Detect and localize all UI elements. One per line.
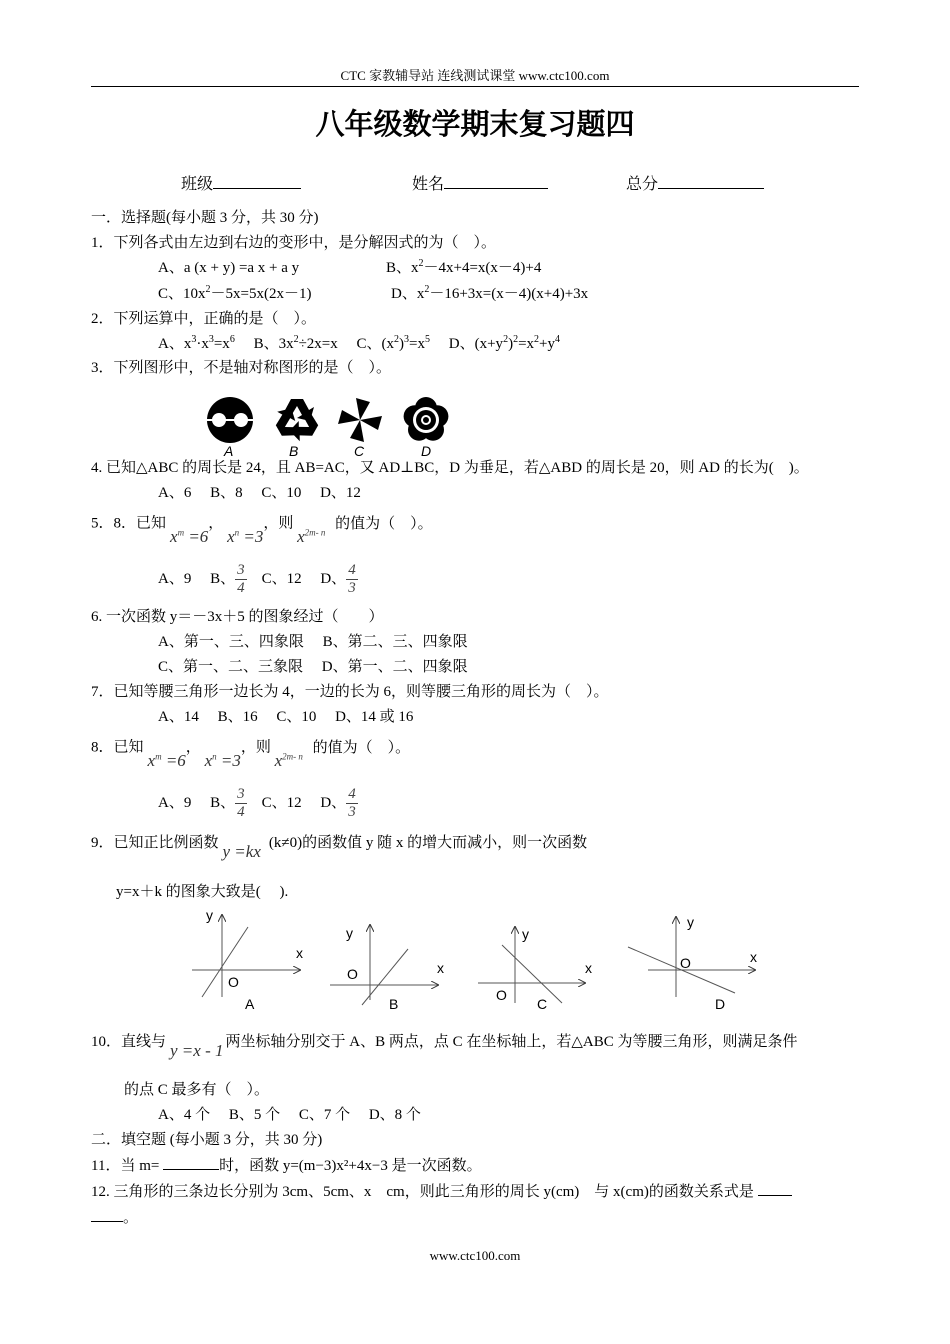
graph-a-origin-label: O bbox=[228, 974, 239, 990]
q6-options-cd: C、第一、二、三象限 D、第一、二、四象限 bbox=[158, 659, 468, 675]
q12-line2: 。 bbox=[91, 1207, 138, 1228]
q9-line2: y=x＋k 的图象大致是( ). bbox=[116, 884, 289, 900]
class-label: 班级 bbox=[181, 176, 214, 193]
q9-formula: y =kx bbox=[222, 842, 261, 861]
name-field bbox=[412, 174, 548, 195]
total-label: 总分 bbox=[626, 176, 659, 193]
graph-d-x-label: x bbox=[750, 949, 757, 965]
header-rule bbox=[91, 86, 859, 87]
class-field bbox=[181, 174, 301, 195]
q10-options: A、4 个 B、5 个 C、7 个 D、8 个 bbox=[158, 1107, 421, 1123]
q1-option-d: D、$x^2-16+3x=(x-4)(x+4)+3x$ bbox=[391, 284, 589, 302]
section-1-heading: 一．选择题(每小题 3 分，共 30 分) bbox=[91, 210, 319, 226]
graph-b-x-label: x bbox=[437, 960, 444, 976]
page-footer: www.ctc100.com bbox=[429, 1248, 521, 1263]
figure-label-b: B bbox=[289, 443, 299, 459]
q10-formula: y =x - 1 bbox=[170, 1041, 224, 1060]
graph-c-y-label: y bbox=[522, 926, 529, 942]
q7-stem: 7．已知等腰三角形一边长为 4，一边的长为 6，则等腰三角形的周长为（ ）。 bbox=[91, 684, 609, 700]
graph-a-y-label: y bbox=[206, 907, 213, 923]
q7-options: A、14 B、16 C、10 D、14 或 16 bbox=[158, 709, 414, 725]
q9-stem: 9．已知正比例函数 y =kx (k≠0)的函数值 y 随 x 的增大而减小，则一次函数 bbox=[91, 835, 588, 861]
figure-d-flower-icon bbox=[404, 397, 449, 441]
q5-options: A、9 B、 $\frac{3}{4}$ C、12 D、 $\frac{4}{3}$ bbox=[158, 562, 356, 597]
q9-graphs bbox=[180, 905, 780, 1017]
q3-stem: 3．下列图形中，不是轴对称图形的是（ ）。 bbox=[91, 360, 392, 376]
q8-fraction-d: $\frac{4}{3}$ bbox=[348, 786, 356, 821]
q5-stem: 5．8．已知$x^m =6$， $x^n =3$，则 $x^{2m- n}$ 的值为（ ）。 bbox=[91, 515, 433, 546]
q4-stem: 4. 已知△ABC 的周长是 24，且 AB=AC，又 AD⊥BC，D 为垂足，若△ABD 的周长是 20，则 AD 的长为( )。 bbox=[91, 460, 809, 476]
graph-a[interactable] bbox=[192, 907, 303, 1012]
page-header: CTC 家教辅导站 连线测试课堂 www.ctc100.com bbox=[340, 68, 610, 83]
q11-blank[interactable] bbox=[163, 1155, 219, 1170]
q1-stem: 1．下列各式由左边到右边的变形中，是分解因式的为（ ）。 bbox=[91, 235, 497, 251]
graph-a-x-label: x bbox=[296, 945, 303, 961]
q10-line2: 的点 C 最多有（ ）。 bbox=[124, 1082, 270, 1098]
q2-option-b: B、$3x^2\div 2x=x$ bbox=[253, 334, 338, 352]
graph-d-y-label: y bbox=[687, 914, 694, 930]
q11-stem: 11．当 m= 时，函数 y=(m−3)x²+4x−3 是一次函数。 bbox=[91, 1155, 482, 1176]
q1-option-b: B、$x^2-4x+4=x(x-4)+4$ bbox=[386, 258, 542, 276]
graph-d-origin-label: O bbox=[680, 955, 691, 971]
q4-options: A、6 B、8 C、10 D、12 bbox=[158, 485, 361, 501]
q5-fraction-b: $\frac{3}{4}$ bbox=[237, 562, 245, 597]
q2-option-c: C、$(x^2)^3=x^5$ bbox=[356, 334, 431, 352]
graph-d[interactable] bbox=[628, 914, 757, 1012]
q1-option-c: C、$10x^2-5x=5x(2x-1)$ bbox=[158, 284, 312, 302]
name-label: 姓名 bbox=[412, 176, 445, 193]
q12-stem: 12. 三角形的三条边长分别为 3cm、5cm、x cm，则此三角形的周长 y(cm) 与 x(cm)的函数关系式是 bbox=[91, 1181, 792, 1202]
graph-b[interactable] bbox=[330, 925, 444, 1012]
q6-stem: 6. 一次函数 y＝－3x＋5 的图象经过（ ） bbox=[91, 609, 384, 625]
q10-stem: 10．直线与 y =x - 1 两坐标轴分别交于 A、B 两点，点 C 在坐标轴上，若△ABC 为等腰三角形，则满足条件 bbox=[91, 1034, 798, 1060]
q12-blank-1[interactable] bbox=[758, 1181, 792, 1196]
figure-label-a: A bbox=[224, 443, 234, 459]
q12-blank-2[interactable] bbox=[91, 1207, 123, 1222]
graph-b-label: B bbox=[389, 996, 399, 1012]
q3-figures bbox=[196, 390, 466, 462]
total-blank[interactable] bbox=[658, 174, 764, 189]
q2-stem: 2．下列运算中，正确的是（ ）。 bbox=[91, 311, 317, 327]
q2-option-d: D、$(x+y^2)^2=x^2+y^4$ bbox=[448, 334, 560, 352]
class-blank[interactable] bbox=[213, 174, 301, 189]
figure-a-icon bbox=[207, 397, 253, 443]
section-2-heading: 二．填空题 (每小题 3 分，共 30 分) bbox=[91, 1132, 323, 1148]
q2-options bbox=[158, 334, 560, 354]
q1-option-a: A、a (x + y) =a x + a y bbox=[158, 260, 300, 276]
q6-options-ab: A、第一、三、四象限 B、第二、三、四象限 bbox=[158, 634, 468, 650]
name-blank[interactable] bbox=[444, 174, 548, 189]
graph-a-label: A bbox=[245, 996, 255, 1012]
graph-c-label: C bbox=[537, 996, 548, 1012]
q8-stem: 8．已知$x^m =6$， $x^n =3$，则 $x^{2m- n}$ 的值为（ ）。 bbox=[91, 739, 411, 770]
graph-b-y-label: y bbox=[346, 925, 353, 941]
graph-b-origin-label: O bbox=[347, 966, 358, 982]
q8-fraction-b: $\frac{3}{4}$ bbox=[237, 786, 245, 821]
figure-label-c: C bbox=[354, 443, 365, 459]
figure-c-pinwheel-icon bbox=[338, 398, 382, 442]
q5-fraction-d: $\frac{4}{3}$ bbox=[348, 562, 356, 597]
total-field bbox=[626, 174, 764, 195]
graph-c-origin-label: O bbox=[496, 987, 507, 1003]
graph-c[interactable] bbox=[478, 926, 592, 1012]
graph-c-x-label: x bbox=[585, 960, 592, 976]
q2-option-a: A、$x^3\cdot x^3=x^6$ bbox=[158, 334, 235, 352]
figure-label-d: D bbox=[421, 443, 432, 459]
q8-options: A、9 B、 $\frac{3}{4}$ C、12 D、 $\frac{4}{3}$ bbox=[158, 786, 356, 821]
figure-b-recycle-icon bbox=[270, 399, 321, 445]
graph-d-label: D bbox=[715, 996, 726, 1012]
page-title: 八年级数学期末复习题四 bbox=[315, 107, 635, 141]
